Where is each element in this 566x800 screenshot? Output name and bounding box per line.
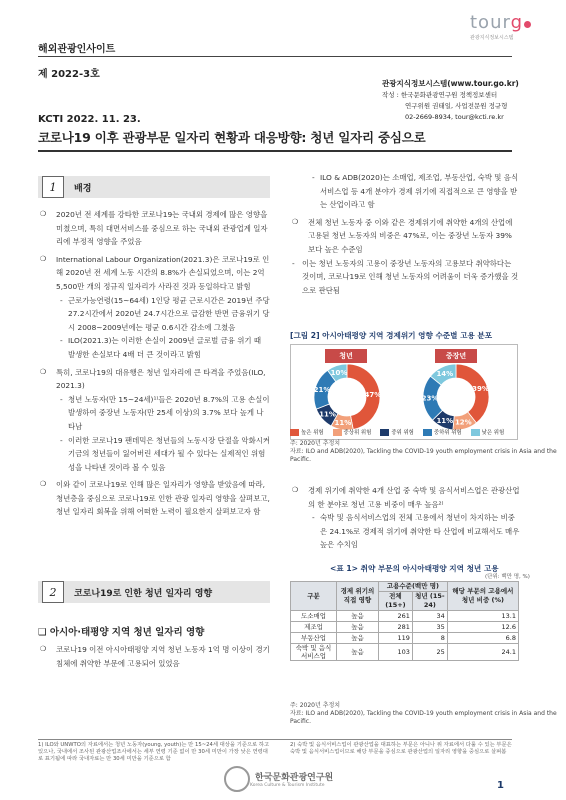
col-header: 경제 위기의 직접 영향 bbox=[337, 582, 379, 611]
section-number: 1 bbox=[42, 176, 64, 198]
section-number: 2 bbox=[42, 581, 64, 603]
data-table bbox=[290, 581, 519, 661]
org-name-en: Korea Culture & Tourism Institute bbox=[250, 783, 325, 788]
paragraph-item: ❍ 전체 청년 노동자 중 이와 같은 경제위기에 취약한 4개의 산업에 고용된 청년 노동자의 비중은 47%로, 이는 중장년 노동자 39% 보다 높은 수준임 bbox=[290, 216, 520, 257]
slice-value-label: 21% bbox=[313, 386, 331, 395]
contact-phone-email: 02-2669-8934, tour@kcti.re.kr bbox=[405, 113, 504, 121]
publish-date: KCTI 2022. 11. 23. bbox=[38, 114, 141, 125]
slice-value-label: 11% bbox=[334, 419, 352, 428]
contact-heading: 관광지식정보시스템(www.tour.go.kr) bbox=[382, 79, 519, 88]
figure-source: 주: 2020년 추정치 자료: ILO and ADB(2020), Tackling the COVID-19 youth employment crisis in Asia and the Pacific. bbox=[290, 440, 557, 463]
page-number: 1 bbox=[497, 780, 504, 791]
section-title: 배경 bbox=[74, 183, 92, 194]
slice-value-label: 23% bbox=[421, 394, 439, 403]
donut-charts bbox=[291, 359, 517, 437]
paragraph-item: ❍ 경제 위기에 취약한 4개 산업 중 숙박 및 음식서비스업은 관광산업의 한 분야로 청년 고용 비중이 매우 높음²⁾ bbox=[290, 484, 520, 511]
slice-value-label: 14% bbox=[436, 370, 454, 379]
paragraph-item: ❍ 2020년 전 세계를 강타한 코로나19는 국내외 경제에 많은 영향을 미쳤으며, 특히 대면서비스를 중심으로 하는 국내외 관광업계 일자리에 부정적 영향을 주었음 bbox=[38, 208, 270, 249]
paragraph-item: - ILO & ADB(2020)는 소매업, 제조업, 부동산업, 숙박 및 음식서비스업 등 4개 분야가 경제 위기에 직접적으로 큰 영향을 받는 산업이라고 함 bbox=[290, 171, 520, 212]
table-cell: 12.6 bbox=[447, 622, 518, 633]
section-header-1 bbox=[38, 176, 270, 198]
paragraph-item: ❍ 이와 같이 코로나19로 인해 많은 일자리가 영향을 받았음에 따라, 청년층을 중심으로 코로나19로 인한 관광 일자리 영향을 살펴보고, 청년 일자리 회복을 위해 어떠한 노력이 필요한지 살펴보고자 함 bbox=[38, 478, 270, 519]
table-title: <표 1> 취약 부문의 아시아태평양 지역 청년 고용 bbox=[330, 564, 499, 573]
paragraph-item: - 숙박 및 음식서비스업의 전체 고용에서 청년이 차지하는 비중은 24.1%로 경제적 위기에 취약한 타 산업에 비교해서도 매우 높은 수치임 bbox=[290, 511, 520, 552]
paragraph-item: ❍ 특히, 코로나19의 대유행은 청년 일자리에 큰 타격을 주었음(ILO, 2021.3) bbox=[38, 366, 270, 393]
col-header: 해당 부문의 고용에서 청년 비중 (%) bbox=[447, 582, 518, 611]
legend-item bbox=[290, 428, 324, 436]
table-cell: 119 bbox=[379, 633, 413, 644]
slice-value-label: 11% bbox=[319, 410, 336, 419]
legend-swatch bbox=[333, 429, 342, 436]
table-cell: 8 bbox=[412, 633, 447, 644]
contact-author: 작성 : 한국문화관광연구원 정책정보센터 bbox=[382, 91, 498, 99]
col-header: 전체 (15+) bbox=[379, 592, 413, 611]
paragraph-item: - ILO(2021.3)는 이러한 손실이 2009년 글로벌 금융 위기 때 발생한 손실보다 4배 더 큰 것이라고 밝힘 bbox=[38, 334, 270, 361]
table-cell: 35 bbox=[412, 622, 447, 633]
col-header: 구분 bbox=[291, 582, 337, 611]
paragraph-item: ❍ International Labour Organization(2021.3)은 코로나19로 인해 2020년 전 세계 노동 시간의 8.8%가 손실되었으며, 이는 2억 5,500만 개의 정규직 일자리가 사라진 것과 동일하다고 밝힘 bbox=[38, 253, 270, 294]
paragraph-item: ‐ 이는 청년 노동자의 고용이 중장년 노동자의 고용보다 취약하다는 것이며, 코로나19로 인해 청년 노동자의 어려움이 더욱 증가했을 것으로 판단됨 bbox=[290, 257, 520, 298]
legend-label: 낮은 위험 bbox=[481, 430, 505, 436]
donut-label-youth: 청년 bbox=[325, 349, 367, 363]
table-cell: 도소매업 bbox=[291, 611, 337, 622]
legend-item bbox=[423, 428, 462, 436]
table-cell: 높음 bbox=[337, 644, 379, 661]
legend-item bbox=[380, 428, 414, 436]
divider bbox=[38, 56, 512, 57]
issue-number: 제 2022-3호 bbox=[38, 69, 100, 80]
contact-block bbox=[382, 78, 519, 123]
page-title: 코로나19 이후 관광부문 일자리 현황과 대응방향: 청년 일자리 중심으로 bbox=[38, 130, 426, 145]
tourgo-logo[interactable]: tourg 관광지식정보시스템 bbox=[470, 12, 540, 48]
slice-value-label: 11% bbox=[436, 416, 454, 425]
table-cell: 281 bbox=[379, 622, 413, 633]
footnote-divider bbox=[38, 739, 512, 740]
figure-frame bbox=[290, 344, 518, 440]
table-cell: 261 bbox=[379, 611, 413, 622]
donut-label-adult: 중장년 bbox=[435, 349, 477, 363]
slice-value-label: 10% bbox=[330, 368, 348, 377]
footer-logo[interactable] bbox=[224, 766, 333, 792]
series-name: 해외관광인사이트 bbox=[38, 44, 116, 55]
table-cell: 24.1 bbox=[447, 644, 518, 661]
legend-label: 높은 위험 bbox=[301, 430, 324, 436]
col-header: 청년 (15-24) bbox=[412, 592, 447, 611]
contact-researchers: 연구위원 권태일, 사업전문원 정규형 bbox=[405, 102, 508, 110]
legend-item bbox=[471, 428, 505, 436]
table-cell: 13.1 bbox=[447, 611, 518, 622]
table-cell: 숙박 및 음식서비스업 bbox=[291, 644, 337, 661]
kcti-emblem-icon bbox=[224, 766, 250, 792]
legend-swatch bbox=[380, 429, 389, 436]
legend-swatch bbox=[471, 429, 480, 436]
location-pin-icon bbox=[524, 21, 531, 28]
table-cell: 6.8 bbox=[447, 633, 518, 644]
table-cell: 25 bbox=[412, 644, 447, 661]
chart-legend bbox=[290, 428, 510, 436]
paragraph-item: - 청년 노동자(만 15~24세)¹⁾들은 2020년 8.7%의 고용 손실이 발생하여 중장년 노동자(만 25세 이상)의 3.7% 보다 높게 나타남 bbox=[38, 393, 270, 434]
subsection-heading: ❑ 아시아·태평양 지역 청년 일자리 영향 bbox=[38, 627, 205, 638]
table-cell: 높음 bbox=[337, 633, 379, 644]
legend-swatch bbox=[423, 429, 432, 436]
table-cell: 103 bbox=[379, 644, 413, 661]
slice-value-label: 12% bbox=[454, 418, 472, 427]
paragraph-item: ❍ 코로나19 이전 아시아태평양 지역 청년 노동자 1억 명 이상이 경기침체에 취약한 부문에 고용되어 있었음 bbox=[38, 643, 270, 670]
logo-subtitle: 관광지식정보시스템 bbox=[470, 35, 514, 41]
slice-value-label: 39% bbox=[472, 384, 489, 393]
title-divider bbox=[38, 150, 512, 152]
right-column-text bbox=[290, 171, 520, 297]
footnote-2: 2) 숙박 및 음식서비스업이 관광산업을 대표하는 부문은 아니나 위 자료에서 다룰 수 있는 부문은 숙박 및 음식서비스업이므로 해당 부문을 중심으로 관광산업의 일자리 영향을 중심으로 살펴봄 bbox=[290, 742, 512, 755]
donut-slice bbox=[456, 364, 489, 423]
table-row bbox=[291, 633, 519, 644]
footnote-1: 1) ILO와 UNWTO의 자료에서는 청년 노동자(young, youth)는 만 15~24세 대상을 기준으로 하고 있으나, 국내에서 조사된 관광산업조사에서는 세부 연령 기준 없이 만 30세 미만이 가장 낮은 연령대로 표기됨에 따라 국내자료는 만 30세 미만을 기준으로 함 bbox=[38, 742, 270, 762]
legend-label: 중하위 위험 bbox=[433, 430, 462, 436]
figure-title: [그림 2] 아시아태평양 지역 경제위기 영향 수준별 고용 분포 bbox=[290, 331, 493, 340]
table-unit: (단위: 백만 명, %) bbox=[485, 574, 530, 580]
right-column-text-2 bbox=[290, 484, 520, 552]
paragraph-item: - 근로가능연령(15~64세) 1인당 평균 근로시간은 2019년 주당 27.2시간에서 2020년 24.7시간으로 급감한 반면 금융위기 당시 2008~2009년에는 평균 0.6시간 감소에 그쳤음 bbox=[38, 294, 270, 335]
table-cell: 높음 bbox=[337, 611, 379, 622]
section2-body bbox=[38, 643, 270, 670]
legend-label: 중위 위험 bbox=[391, 430, 414, 436]
logo-word: tour bbox=[470, 12, 511, 33]
table-source: 주: 2020년 추정치 자료: ILO and ADB(2020), Tackling the COVID-19 youth employment crisis in Asia and the Pacific. bbox=[290, 702, 557, 725]
paragraph-item: - 이러한 코로나19 팬데믹은 청년들의 노동시장 단절을 악화시켜 기금의 청년들이 잃어버린 세대가 될 수 있다는 실제적인 위험성을 나타낸 것이라 볼 수 있음 bbox=[38, 434, 270, 475]
slice-value-label: 47% bbox=[364, 391, 382, 400]
legend-label: 중상위 위험 bbox=[343, 430, 372, 436]
legend-item bbox=[333, 428, 372, 436]
table-cell: 34 bbox=[412, 611, 447, 622]
org-name: 한국문화관광연구원 bbox=[255, 773, 334, 783]
table-cell: 부동산업 bbox=[291, 633, 337, 644]
section1-body bbox=[38, 208, 270, 519]
table-cell: 제조업 bbox=[291, 622, 337, 633]
table-row bbox=[291, 611, 519, 622]
section-header-2 bbox=[38, 581, 270, 603]
table-cell: 높음 bbox=[337, 622, 379, 633]
section-title: 코로나19로 인한 청년 일자리 영향 bbox=[74, 588, 213, 599]
table-row bbox=[291, 644, 519, 661]
legend-swatch bbox=[290, 429, 299, 436]
group-header: 고용수준(백만 명) bbox=[379, 582, 448, 592]
table-row bbox=[291, 622, 519, 633]
